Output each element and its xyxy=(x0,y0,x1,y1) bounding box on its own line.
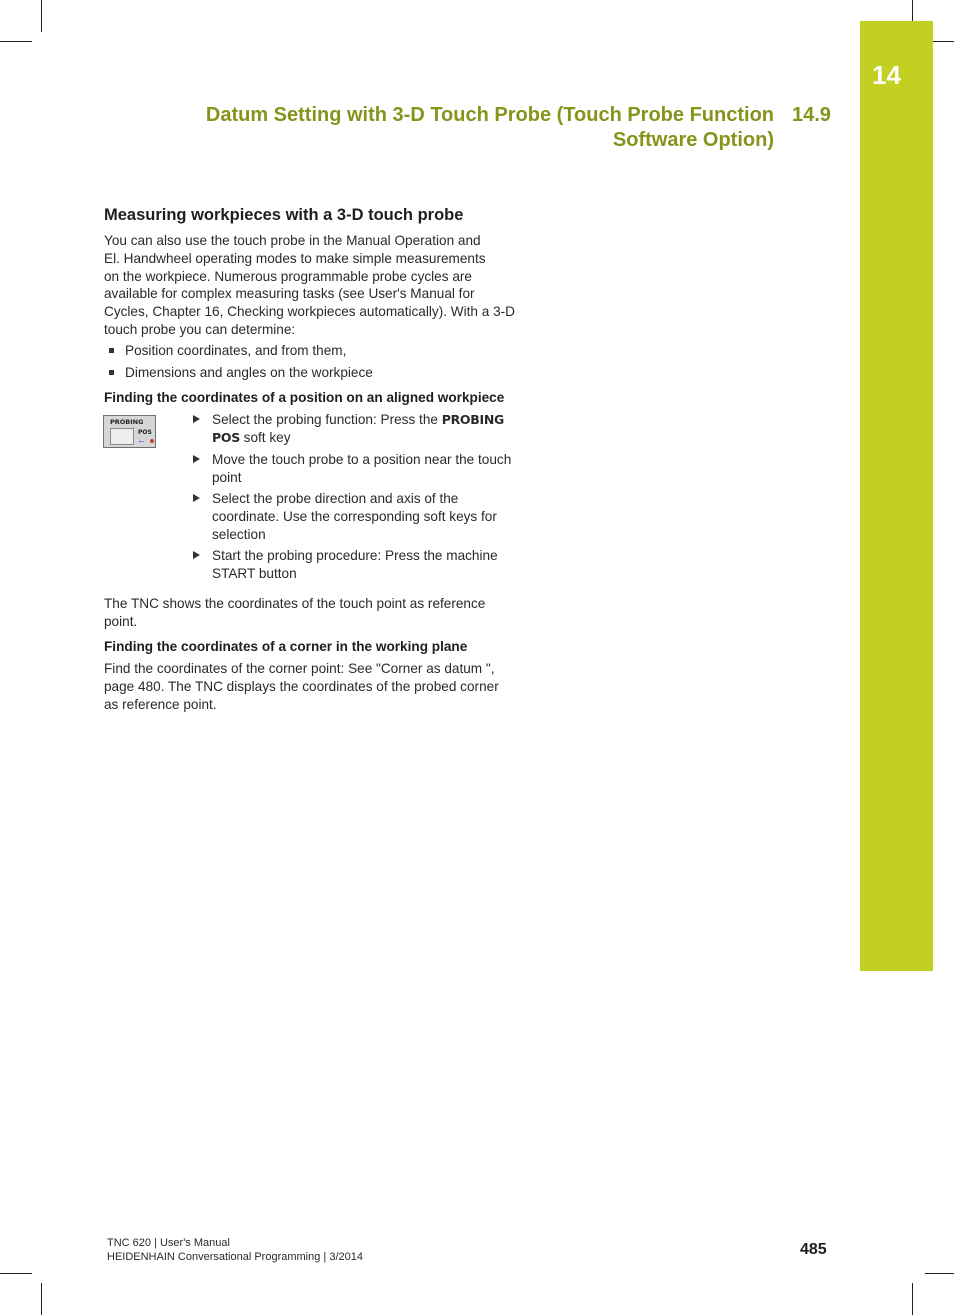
page-number: 485 xyxy=(800,1241,827,1258)
softkey-window-icon xyxy=(110,428,134,445)
step-arrow-icon xyxy=(193,551,200,559)
text-line: touch probe you can determine: xyxy=(104,321,296,337)
softkey-label: PROBING xyxy=(110,418,144,426)
bullet-text: Dimensions and angles on the workpiece xyxy=(125,365,373,380)
probing-pos-softkey xyxy=(103,415,156,448)
subsection-heading-aligned: Finding the coordinates of a position on an aligned workpiece xyxy=(104,390,505,405)
step-text: Move the touch probe to a position near the touch xyxy=(212,452,512,467)
step-item xyxy=(193,547,533,583)
softkey-name: POS xyxy=(212,430,240,445)
header-title-line: Datum Setting with 3-D Touch Probe (Touch Probe Function xyxy=(205,104,774,126)
step-text: START button xyxy=(212,566,297,581)
text-line: The TNC shows the coordinates of the touch point as reference xyxy=(104,596,486,611)
subsection-heading-corner: Finding the coordinates of a corner in the working plane xyxy=(104,639,468,654)
step-text: Select the probe direction and axis of the xyxy=(212,491,459,506)
step-arrow-icon xyxy=(193,494,200,502)
crop-mark xyxy=(0,1273,32,1274)
step-item xyxy=(193,451,533,487)
text-line: Cycles, Chapter 16, Checking workpieces automatically). With a 3-D xyxy=(104,304,515,320)
footer-line: HEIDENHAIN Conversational Programming | 3/2014 xyxy=(107,1251,363,1263)
header-title-line: Software Option) xyxy=(612,129,774,151)
bullet-text: Position coordinates, and from them, xyxy=(125,343,347,358)
footer-line: TNC 620 | User's Manual xyxy=(107,1237,230,1249)
crop-mark xyxy=(912,0,913,22)
crop-mark xyxy=(912,1283,913,1315)
step-item xyxy=(193,411,533,447)
crop-mark xyxy=(933,41,954,42)
crop-mark xyxy=(41,0,42,32)
chapter-tab xyxy=(860,21,933,971)
section-heading: Measuring workpieces with a 3-D touch probe xyxy=(104,206,464,224)
step-text: point xyxy=(212,470,242,485)
text-line: available for complex measuring tasks (see User's Manual for xyxy=(104,286,475,302)
probe-point-icon xyxy=(150,439,154,443)
crop-mark xyxy=(925,1273,954,1274)
arrow-left-icon: ← xyxy=(137,435,146,445)
text-line: page 480. The TNC displays the coordinates of the probed corner xyxy=(104,678,499,694)
text-line: as reference point. xyxy=(104,696,217,712)
text-line: El. Handwheel operating modes to make simple measurements xyxy=(104,250,486,266)
running-header-title xyxy=(150,103,774,153)
text-line: on the workpiece. Numerous programmable probe cycles are xyxy=(104,268,472,284)
step-text: selection xyxy=(212,527,266,542)
step-text: Select the probing function: Press the xyxy=(212,412,442,427)
page-footer xyxy=(107,1236,363,1264)
softkey-label: POS xyxy=(138,429,152,436)
section-number: 14.9 xyxy=(792,104,831,126)
softkey-name: PROBING xyxy=(441,412,504,427)
step-text: coordinate. Use the corresponding soft keys for xyxy=(212,509,497,524)
text-line: point. xyxy=(104,613,138,629)
step-text: Start the probing procedure: Press the machine xyxy=(212,548,498,563)
step-item xyxy=(193,490,533,544)
corner-paragraph xyxy=(104,660,499,713)
step-arrow-icon xyxy=(193,455,200,463)
bullet-item xyxy=(104,343,346,358)
bullet-item xyxy=(104,365,373,380)
crop-mark xyxy=(0,41,32,42)
bullet-square-icon xyxy=(109,370,114,375)
step-arrow-icon xyxy=(193,415,200,423)
bullet-square-icon xyxy=(109,348,114,353)
crop-mark xyxy=(41,1283,42,1315)
chapter-number: 14 xyxy=(872,60,901,90)
result-paragraph xyxy=(104,595,485,631)
step-text: soft key xyxy=(239,430,291,445)
intro-paragraph xyxy=(104,232,515,339)
text-line: You can also use the touch probe in the Manual Operation and xyxy=(104,233,481,248)
text-line: Find the coordinates of the corner point: See "Corner as datum ", xyxy=(104,661,495,676)
